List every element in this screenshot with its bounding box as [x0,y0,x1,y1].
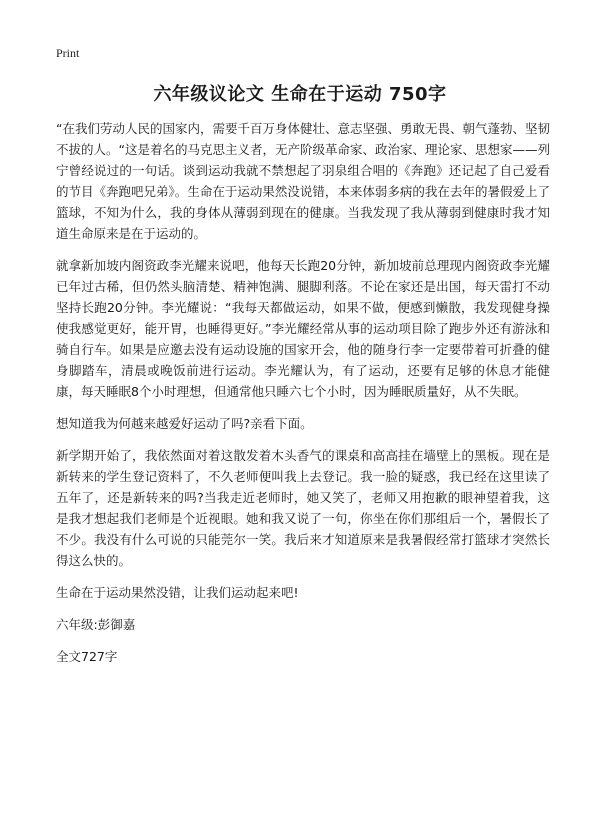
paragraph-3: 想知道我为何越来越爱好运动了吗?亲看下面。 [56,416,313,431]
print-link[interactable]: Print [56,46,80,60]
paragraph-1: “在我们劳动人民的国家内，需要千百万身体健壮、意志坚强、勇敢无畏、朝气蓬勃、坚韧不拔的人。“这是着名的马克思主义者，无产阶级革命家、政治家、理论家、思想家——列宁曾经说过的一句话。谈到运动我就不禁想起了羽泉组合唱的《奔跑》还记起了自己爱看的节目《奔跑吧兄弟》。生命在于运动果然没说错，本来体弱多病的我在去年的暑假爱上了篮球，不知为什么，我的身体从薄弱到现在的健康。当我发现了我从薄弱到健康时我才知道生命原来是在于运动的。 [56,121,550,241]
author-line: 六年级:彭御嘉 [56,617,136,632]
paragraph-4: 新学期开始了，我依然面对着这散发着木头香气的课桌和高高挂在墙壁上的黑板。现在是新转来的学生登记资料了，不久老师便叫我上去登记。我一脸的疑惑，我已经在这里读了五年了，还是新转来的吗?当我走近老师时，她又笑了，老师又用抱歉的眼神望着我，这是我才想起我们老师是个近视眼。她和我又说了一句，你坐在你们那组后一个，暑假长了不少。我没有什么可说的只能莞尔一笑。我后来才知道原来是我暑假经常打篮球才突然长得这么快的。 [56,448,550,568]
paragraph-5: 生命在于运动果然没错，让我们运动起来吧! [56,585,299,600]
page-title: 六年级议论文 生命在于运动 750字 [153,84,447,105]
word-count: 全文727字 [56,649,118,664]
article-body [56,118,550,678]
paragraph-2: 就拿新加坡内阁资政李光耀来说吧，他每天长跑20分钟，新加坡前总理现内阁资政李光耀已年过古稀，但仍然头脑清楚、精神饱满、腿脚利落。不论在家还是出国，每天雷打不动坚持长跑20分钟。李光耀说：“我每天都做运动，如果不做，便感到懒散，我发现健身操使我感觉更好，能开胃，也睡得更好。”李光耀经常从事的运动项目除了跑步外还有游泳和骑自行车。如果是应邀去没有运动设施的国家开会，他的随身行李一定要带着可折叠的健身脚踏车，清晨或晚饭前进行运动。李光耀认为，有了运动，还要有足够的休息才能健康，每天睡眠8个小时理想，但通常他只睡六七个小时，因为睡眠质量好，从不失眠。 [56,258,550,399]
